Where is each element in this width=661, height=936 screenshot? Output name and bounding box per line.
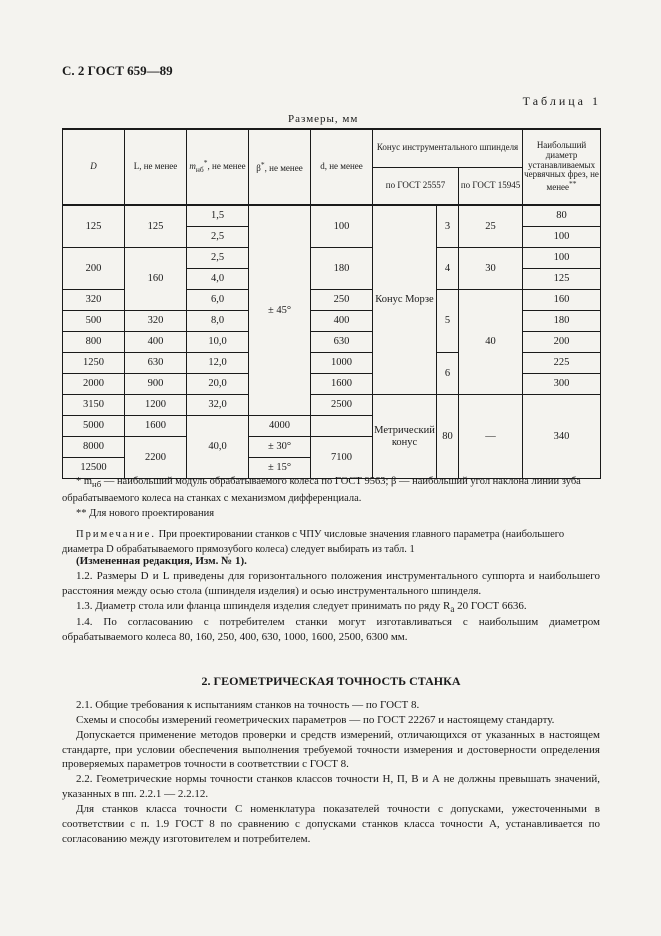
table-cell: Метрический конус: [373, 395, 437, 479]
paragraph-1-2: 1.2. Размеры D и L приведены для горизонтального положения инструментального суппорта и наибольшего расстояния между осью стола (шпинделя изделия) и осью инструментального шпинделя.: [62, 569, 600, 597]
table-cell: 1200: [125, 395, 187, 416]
table-cell: 4: [437, 248, 459, 290]
table-cell: 20,0: [187, 374, 249, 395]
table-cell: 40: [459, 290, 523, 395]
table-cell: ± 15°: [249, 458, 311, 479]
paragraph-2-2b: Для станков класса точности С номенклатура показателей точности с допусками, ужесточенными в соответствии с п. 1.9 ГОСТ 8 по сравнению с допусками станков класса точности А, устанавливается по согласованию между изготовителем и потребителем.: [62, 802, 600, 845]
table-cell: 250: [311, 290, 373, 311]
table-cell: 7100: [311, 437, 373, 479]
table-cell: 40,0: [187, 416, 249, 479]
table-cell: 6: [437, 353, 459, 395]
paragraph-2-1a: 2.1. Общие требования к испытаниям станков на точность — по ГОСТ 8.: [76, 699, 420, 711]
paragraph-1-4: 1.4. По согласованию с потребителем станки могут изготавливаться с наибольшим диаметром обрабатываемого колеса 80, 160, 250, 400, 630, 1000, 1600, 2500, 6300 мм.: [62, 616, 600, 643]
header-d: d, не менее: [311, 129, 373, 205]
table-cell: 300: [523, 374, 601, 395]
table-cell: 800: [63, 332, 125, 353]
table-cell: 125: [125, 205, 187, 248]
header-cone: Конус инструментального шпинделя: [373, 129, 523, 167]
table-cell: 4000: [249, 416, 311, 437]
paragraph-2-1c: Допускается применение методов проверки и средств измерений, отличающихся от указанных в настоящем стандарте, при условии обеспечения выполнения требуемой точности измерения и достоверности определения проверяемых параметров точности в соответствии с ГОСТ 8.: [62, 728, 600, 771]
table-cell: 6,0: [187, 290, 249, 311]
table-cell: ± 30°: [249, 437, 311, 458]
table-cell: 125: [523, 269, 601, 290]
section-2-text: [62, 698, 600, 846]
table-cell: 160: [125, 248, 187, 311]
units-label: Размеры, мм: [288, 113, 359, 125]
header-max-diam: Наибольший диаметр устанавливаемых червячных фрез, не менее**: [523, 129, 601, 205]
table-cell: 80: [523, 205, 601, 227]
table-cell: 2000: [63, 374, 125, 395]
table-cell: 5: [437, 290, 459, 353]
table-cell: 10,0: [187, 332, 249, 353]
table-cell: 630: [125, 353, 187, 374]
remark: Примечание. При проектировании станков с ЧПУ числовые значения главного параметра (наибольшего диаметра D обрабатываемого прямозубого колеса) следует выбирать из табл. 1: [62, 529, 565, 556]
section-1-text: [62, 554, 600, 645]
table-cell: 8000: [63, 437, 125, 458]
table-cell: 3: [437, 205, 459, 248]
table-cell: 1600: [311, 374, 373, 395]
table-cell: 1250: [63, 353, 125, 374]
table-cell: 2,5: [187, 248, 249, 269]
header-beta: β*, не менее: [249, 129, 311, 205]
table-cell: 1600: [125, 416, 187, 437]
table-cell: ± 45°: [249, 205, 311, 416]
table-cell: 400: [125, 332, 187, 353]
table-cell: 100: [311, 205, 373, 248]
header-gost15945: по ГОСТ 15945: [459, 167, 523, 205]
table-cell: 100: [523, 227, 601, 248]
table-cell: 320: [125, 311, 187, 332]
table-cell: 32,0: [187, 395, 249, 416]
page-header: С. 2 ГОСТ 659—89: [62, 63, 173, 78]
table-cell: 125: [63, 205, 125, 248]
table-cell: Конус Морзе: [373, 205, 437, 395]
table-cell: 3150: [63, 395, 125, 416]
table-cell: 900: [125, 374, 187, 395]
paragraph-2-2a: 2.2. Геометрические нормы точности станков классов точности Н, П, В и А не должны превышать значений, указанных в пп. 2.2.1 — 2.2.12.: [62, 773, 600, 801]
table-cell: 12500: [63, 458, 125, 479]
dimensions-table: [62, 128, 601, 479]
table-cell: —: [459, 395, 523, 479]
table-cell: 30: [459, 248, 523, 290]
paragraph-2-1b: Схемы и способы измерений геометрических параметров — по ГОСТ 22267 и настоящему стандарту.: [76, 713, 555, 726]
table-cell: 225: [523, 353, 601, 374]
amendment-note: (Измененная редакция, Изм. № 1).: [76, 555, 247, 567]
table-cell: 100: [523, 248, 601, 269]
table-label: Таблица 1: [522, 94, 601, 108]
table-cell: 200: [63, 248, 125, 290]
header-gost25557: по ГОСТ 25557: [373, 167, 459, 205]
table-cell: 1000: [311, 353, 373, 374]
table-cell: 4,0: [187, 269, 249, 290]
table-cell: 12,0: [187, 353, 249, 374]
table-cell: 200: [523, 332, 601, 353]
section-title: 2. ГЕОМЕТРИЧЕСКАЯ ТОЧНОСТЬ СТАНКА: [201, 674, 461, 688]
table-cell: 630: [311, 332, 373, 353]
header-m: $m_{нб}^*$, не менее: [187, 129, 249, 205]
table-cell: 340: [523, 395, 601, 479]
table-cell: 1,5: [187, 205, 249, 227]
table-cell: 180: [311, 248, 373, 290]
footnote-1: * $m_{нб}$ — наибольший модуль обрабатываемого колеса по ГОСТ 9563; β — наибольший угол наклона линии зуба обрабатываемого колеса на станках с механизмом дифференциала.: [62, 476, 581, 504]
paragraph-1-3: 1.3. Диаметр стола или фланца шпинделя изделия следует принимать по ряду $R_a$ 20 ГОСТ 6636.: [76, 599, 527, 614]
header-L: L, не менее: [125, 129, 187, 205]
footnote-2: ** Для нового проектирования: [76, 508, 215, 519]
table-cell: 2,5: [187, 227, 249, 248]
table-cell: 80: [437, 395, 459, 479]
table-cell: 400: [311, 311, 373, 332]
table-cell: 500: [63, 311, 125, 332]
table-cell: 5000: [63, 416, 125, 437]
table-cell: 180: [523, 311, 601, 332]
table-cell: 8,0: [187, 311, 249, 332]
table-cell: 2200: [125, 437, 187, 479]
table-cell: 2500: [311, 395, 373, 416]
table-cell: 320: [63, 290, 125, 311]
header-D: D: [63, 129, 125, 205]
table-cell: 160: [523, 290, 601, 311]
table-cell: 25: [459, 205, 523, 248]
table-notes: [62, 474, 600, 558]
